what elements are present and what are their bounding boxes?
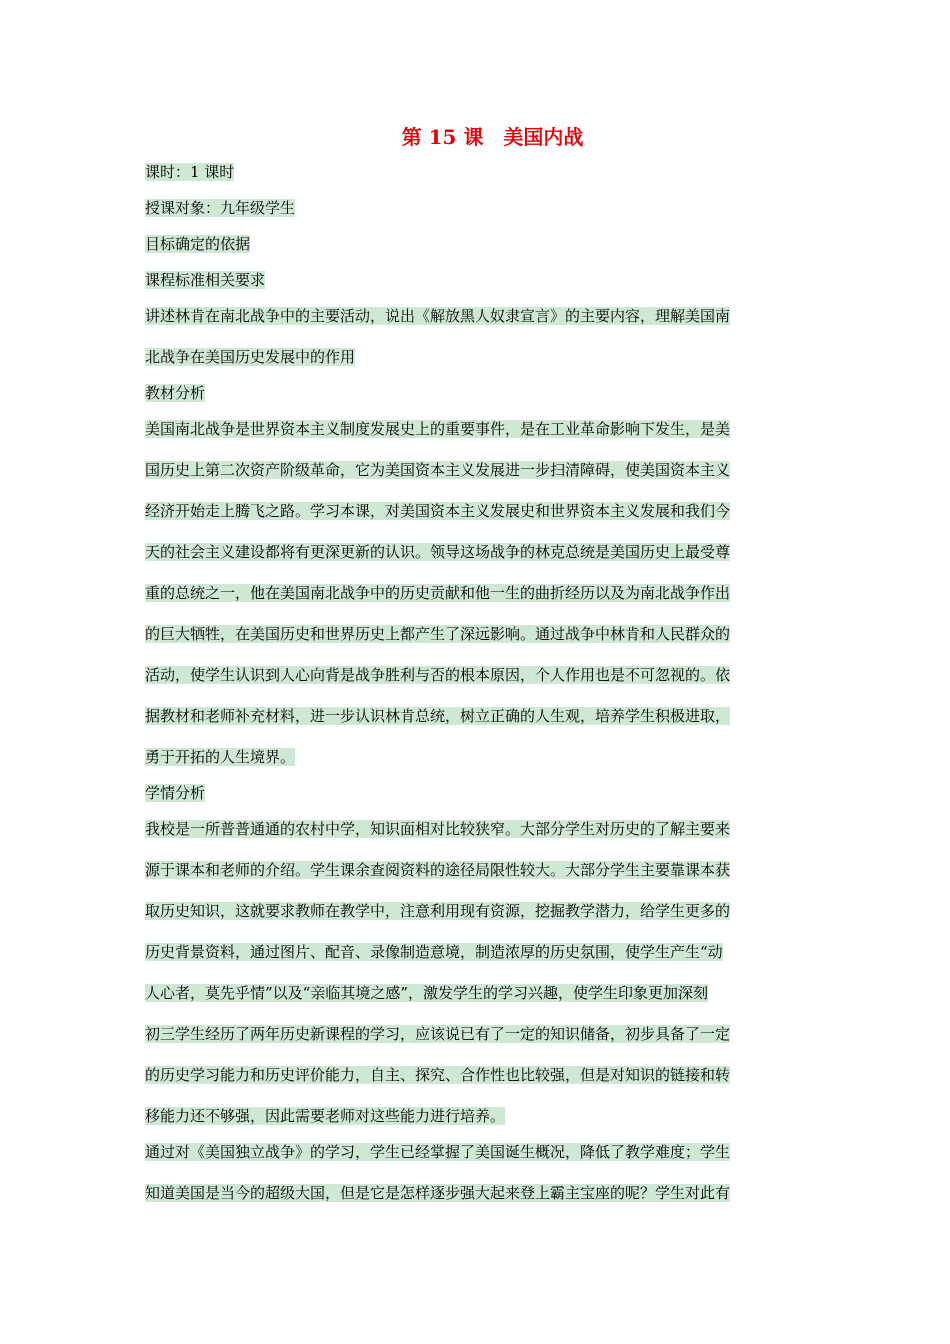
text-line: 的历史学习能力和历史评价能力，自主、探究、合作性也比较强，但是对知识的链接和转 <box>145 1066 731 1084</box>
text-line: 的巨大牺牲，在美国历史和世界历史上都产生了深远影响。通过战争中林肯和人民群众的 <box>145 625 731 643</box>
text-line: 据教材和老师补充材料，进一步认识林肯总统，树立正确的人生观，培养学生积极进取， <box>145 707 731 725</box>
text-line: 目标确定的依据 <box>145 235 251 253</box>
text-line: 课程标准相关要求 <box>145 271 266 289</box>
text-line: 美国南北战争是世界资本主义制度发展史上的重要事件，是在工业革命影响下发生，是美 <box>145 420 731 438</box>
text-line: 活动，使学生认识到人心向背是战争胜利与否的根本原因，个人作用也是不可忽视的。依 <box>145 666 731 684</box>
text-line: 课时：1 课时 <box>145 163 235 181</box>
text-line: 学情分析 <box>145 784 206 802</box>
text-line: 初三学生经历了两年历史新课程的学习，应该说已有了一定的知识储备，初步具备了一定 <box>145 1025 731 1043</box>
text-line: 历史背景资料，通过图片、配音、录像制造意境，制造浓厚的历史氛围，使学生产生“动 <box>145 943 723 961</box>
text-line: 讲述林肯在南北战争中的主要活动，说出《解放黑人奴隶宣言》的主要内容，理解美国南 <box>145 307 731 325</box>
text-line: 勇于开拓的人生境界。 <box>145 748 296 766</box>
page-title: 第 15 课 美国内战 <box>401 125 584 149</box>
text-line: 授课对象：九年级学生 <box>145 199 296 217</box>
document-body <box>145 160 809 1205</box>
text-line: 源于课本和老师的介绍。学生课余查阅资料的途径局限性较大。大部分学生主要靠课本获 <box>145 861 731 879</box>
text-line: 天的社会主义建设都将有更深更新的认识。领导这场战争的林克总统是美国历史上最受尊 <box>145 543 731 561</box>
text-line: 我校是一所普普通通的农村中学，知识面相对比较狭窄。大部分学生对历史的了解主要来 <box>145 820 731 838</box>
text-line: 人心者，莫先乎情”以及“亲临其境之感”，激发学生的学习兴趣，使学生印象更加深刻 <box>145 984 709 1002</box>
text-line: 重的总统之一，他在美国南北战争中的历史贡献和他一生的曲折经历以及为南北战争作出 <box>145 584 731 602</box>
text-line: 北战争在美国历史发展中的作用 <box>145 348 356 366</box>
text-line: 通过对《美国独立战争》的学习，学生已经掌握了美国诞生概况，降低了教学难度；学生 <box>145 1143 731 1161</box>
text-line: 教材分析 <box>145 384 206 402</box>
text-line: 知道美国是当今的超级大国，但是它是怎样逐步强大起来登上霸主宝座的呢？学生对此有 <box>145 1184 731 1202</box>
text-line: 取历史知识，这就要求教师在教学中，注意利用现有资源，挖掘教学潜力，给学生更多的 <box>145 902 731 920</box>
text-line: 移能力还不够强，因此需要老师对这些能力进行培养。 <box>145 1107 506 1125</box>
text-line: 国历史上第二次资产阶级革命，它为美国资本主义发展进一步扫清障碍，使美国资本主义 <box>145 461 731 479</box>
text-line: 经济开始走上腾飞之路。学习本课，对美国资本主义发展史和世界资本主义发展和我们今 <box>145 502 731 520</box>
